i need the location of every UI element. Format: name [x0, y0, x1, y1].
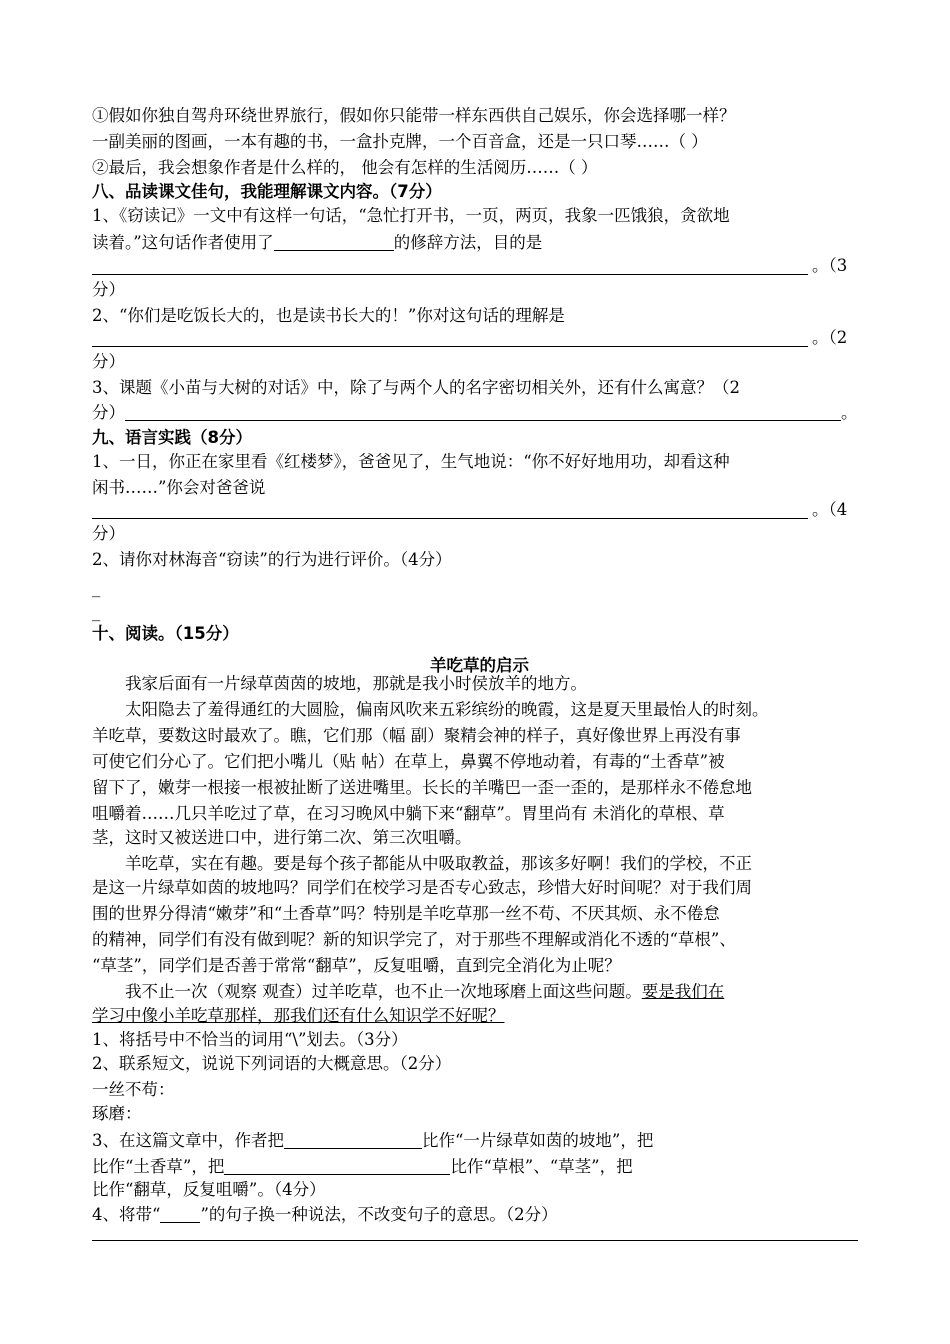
paragraph-line: 茎，这时又被送进口中，进行第二次、第三次咀嚼。	[92, 828, 472, 847]
answer-blank[interactable]	[224, 1158, 450, 1175]
section-10-heading: 十、阅读。（15分）	[92, 624, 239, 643]
q9-1-score-unit: 分）	[92, 524, 125, 543]
option-line-2: 一副美丽的图画，一本有趣的书，一盒扑克牌，一个百音盒，还是一只口琴……（ ）	[92, 132, 708, 151]
blank-dash[interactable]: _	[92, 602, 101, 621]
reading-q4: 4、将带“ ”的句子换一种说法，不改变句子的意思。（2分）	[92, 1205, 558, 1224]
q9-2-line: 2、请你对林海音“窃读”的行为进行评价。（4分）	[92, 550, 452, 569]
reading-q3-line-1: 3、在这篇文章中，作者把 比作“一片绿草如茵的坡地”，把	[92, 1131, 654, 1150]
q9-1-score: 。（4	[812, 500, 848, 519]
paragraph-line: 羊吃草，实在有趣。要是每个孩子都能从中吸取教益，那该多好啊！我们的学校，不正	[125, 854, 752, 873]
reading-q2-term-1: 一丝不苟：	[92, 1080, 175, 1099]
reading-q2: 2、联系短文，说说下列词语的大概意思。（2分）	[92, 1054, 452, 1073]
article-title: 羊吃草的启示	[430, 656, 529, 675]
section-8-heading: 八、品读课文佳句，我能理解课文内容。（7分）	[92, 182, 442, 201]
reading-q2-term-2: 琢磨：	[92, 1104, 142, 1123]
paragraph-line: 我家后面有一片绿草茵茵的坡地，那就是我小时侯放羊的地方。	[125, 674, 587, 693]
paragraph-line: 我不止一次（观察 观查）过羊吃草，也不止一次地琢磨上面这些问题。要是我们在	[125, 982, 725, 1001]
reading-q3-line-3: 比作“翻草，反复咀嚼”。（4分）	[92, 1180, 326, 1199]
paragraph-line: 可使它们分心了。它们把小嘴儿（贴 帖）在草上，鼻翼不停地动着，有毒的“土香草”被	[92, 752, 725, 771]
blank-dash[interactable]: _	[92, 578, 101, 597]
answer-blank[interactable]	[125, 404, 841, 421]
answer-blank[interactable]	[284, 1132, 422, 1149]
paragraph-line: 的精神，同学们有没有做到呢？新的知识学完了，对于那些不理解或消化不透的“草根”、	[92, 930, 736, 949]
q8-1-score-unit: 分）	[92, 280, 125, 299]
underline-mark	[160, 1206, 200, 1223]
option-line-1: ①假如你独自驾舟环绕世界旅行，假如你只能带一样东西供自己娱乐，你会选择哪一样？	[92, 106, 736, 125]
q8-3-line-1: 3、课题《小苗与大树的对话》中，除了与两个人的名字密切相关外，还有什么寓意？（2	[92, 378, 740, 397]
paragraph-line: 太阳隐去了羞得通红的大圆脸，偏南风吹来五彩缤纷的晚霞，这是夏天里最怡人的时刻。	[125, 700, 769, 719]
underlined-sentence: 要是我们在	[641, 982, 725, 1001]
paragraph-line: 围的世界分得清“嫩芽”和“土香草”吗？特别是羊吃草那一丝不苟、不厌其烦、永不倦怠	[92, 904, 720, 923]
q8-2-score-unit: 分）	[92, 352, 125, 371]
underlined-sentence: 学习中像小羊吃草那样，那我们还有什么知识学不好呢？	[92, 1006, 505, 1025]
paragraph-line: 咀嚼着……几只羊吃过了草，在习习晚风中躺下来“翻草”。胃里尚有 未消化的草根、草	[92, 804, 725, 823]
q8-2-line-1: 2、“你们是吃饭长大的，也是读书长大的！”你对这句话的理解是	[92, 306, 565, 325]
paragraph-line: “草茎”，同学们是否善于常常“翻草”，反复咀嚼，直到完全消化为止呢？	[92, 956, 621, 975]
option-line-3: ②最后，我会想象作者是什么样的， 他会有怎样的生活阅历……（ ）	[92, 158, 598, 177]
q9-1-line-1: 1、一日，你正在家里看《红楼梦》，爸爸见了，生气地说：“你不好好地用功，却看这种	[92, 452, 730, 471]
q8-1-score: 。（3	[812, 256, 848, 275]
q9-1-line-2: 闲书……”你会对爸爸说	[92, 478, 266, 497]
q8-2-score: 。（2	[812, 328, 848, 347]
q8-1-line-2: 读着。”这句话作者使用了 的修辞方法，目的是	[92, 233, 543, 252]
section-9-heading: 九、语言实践（8分）	[92, 428, 252, 447]
answer-line[interactable]	[92, 274, 808, 275]
answer-blank[interactable]	[274, 234, 394, 251]
answer-line[interactable]	[92, 346, 808, 347]
reading-q1: 1、将括号中不恰当的词用“\”划去。（3分）	[92, 1030, 408, 1049]
answer-line[interactable]	[92, 518, 808, 519]
paragraph-line: 羊吃草，要数这时最欢了。瞧，它们那（幅 副）聚精会神的样子，真好像世界上再没有事	[92, 726, 741, 745]
answer-line[interactable]	[92, 1240, 858, 1241]
q8-1-line-1: 1、《窃读记》一文中有这样一句话，“急忙打开书，一页，两页，我象一匹饿狼，贪欲地	[92, 206, 730, 225]
reading-q3-line-2: 比作“土香草”，把 比作“草根”、“草茎”，把	[92, 1157, 633, 1176]
q8-3-line-2: 分） 。	[92, 403, 858, 422]
paragraph-line: 是这一片绿草如茵的坡地吗？同学们在校学习是否专心致志，珍惜大好时间呢？对于我们周	[92, 878, 752, 897]
paragraph-line: 留下了，嫩芽一根接一根被扯断了送进嘴里。长长的羊嘴巴一歪一歪的，是那样永不倦怠地	[92, 778, 752, 797]
